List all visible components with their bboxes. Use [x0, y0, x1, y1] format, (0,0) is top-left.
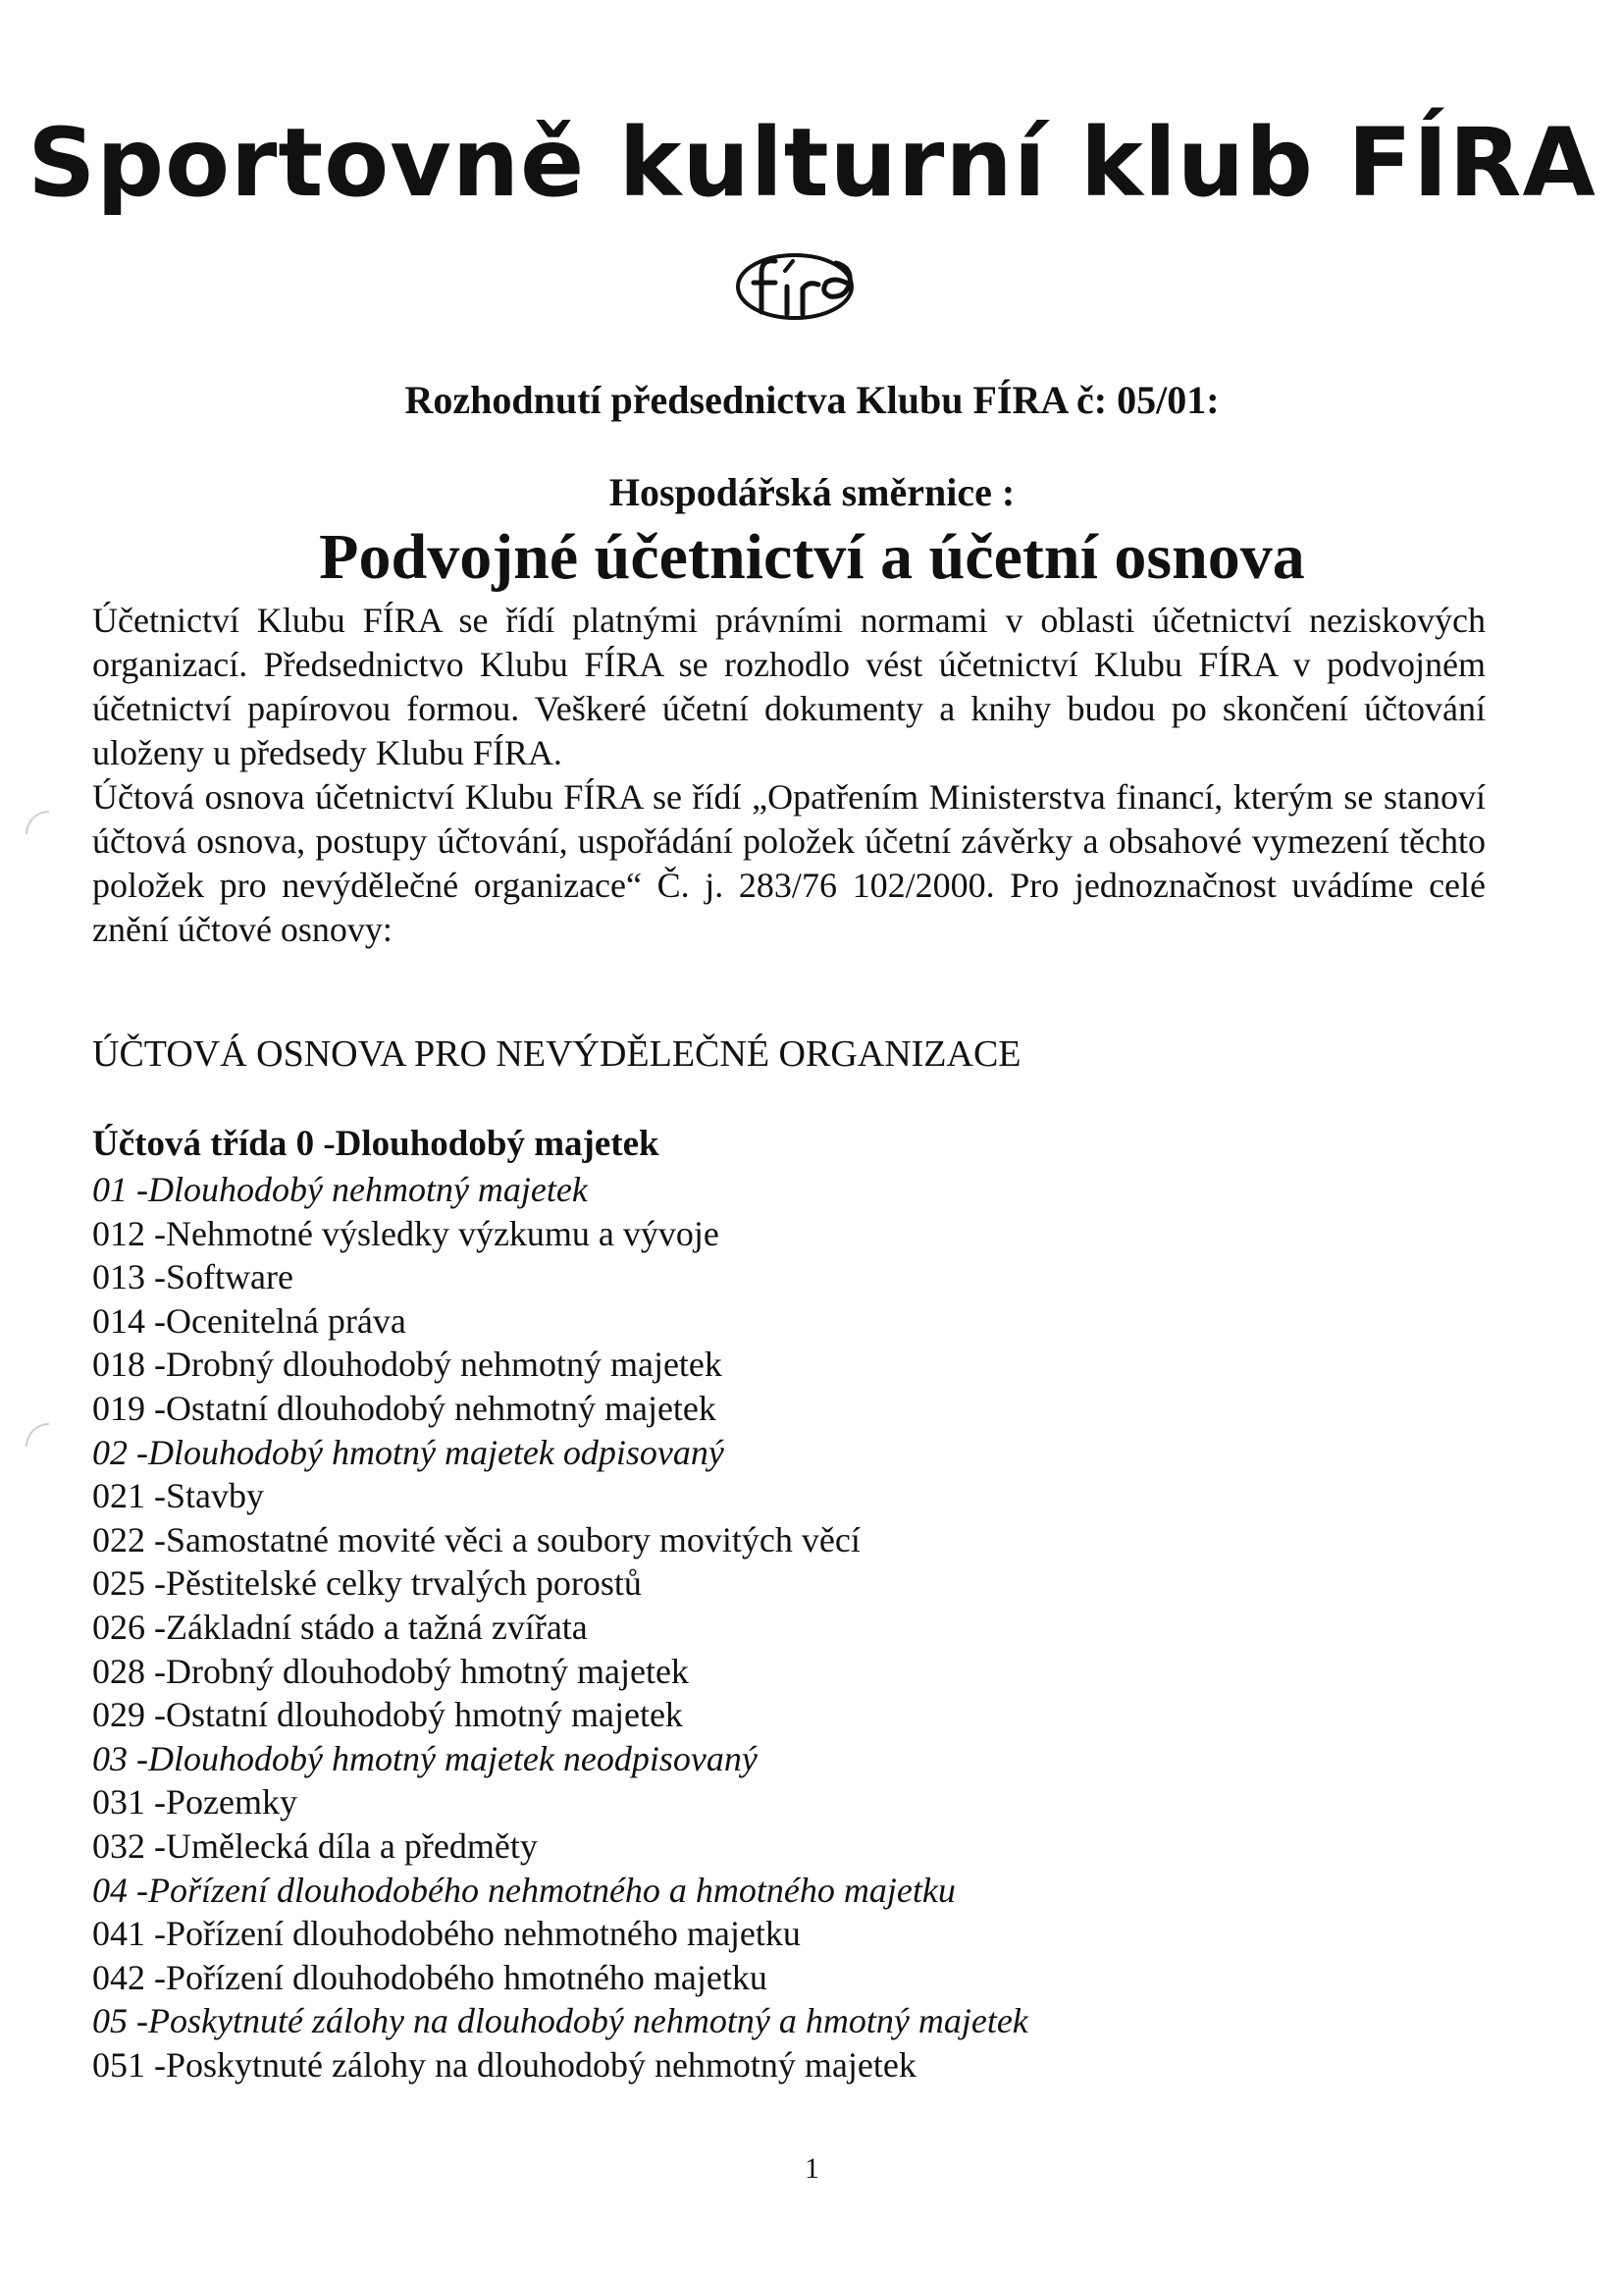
osnova-section-heading: ÚČTOVÁ OSNOVA PRO NEVÝDĚLEČNÉ ORGANIZACE — [92, 1033, 1022, 1075]
account-item: 032 -Umělecká díla a předměty — [92, 1825, 538, 1866]
account-item: 028 -Drobný dlouhodobý hmotný majetek — [92, 1651, 689, 1691]
body-text — [92, 599, 1486, 952]
account-item: 031 -Pozemky — [92, 1782, 297, 1823]
decision-heading: Rozhodnutí předsednictva Klubu FÍRA č: 05/01: — [404, 378, 1220, 422]
scan-artifact-icon — [26, 811, 49, 834]
account-item: 014 -Ocenitelná práva — [92, 1300, 406, 1341]
directive-label: Hospodářská směrnice : — [608, 470, 1016, 514]
account-item: 026 -Základní stádo a tažná zvířata — [92, 1607, 588, 1647]
account-group: 03 -Dlouhodobý hmotný majetek neodpisovaný — [92, 1738, 758, 1778]
account-item: 012 -Nehmotné výsledky výzkumu a vývoje — [92, 1213, 719, 1253]
club-title: Sportovně kulturní klub FÍRA — [27, 108, 1597, 218]
paragraph-chart-of-accounts: Účtová osnova účetnictví Klubu FÍRA se řídí „Opatřením Ministerstva financí, kterým se stanoví účtová osnova, postupy účtování, uspořádání položek účetní závěrky a obsahové vymezení těchto položek pro nevýdělečné organizace“ Č. j. 283/76 102/2000. Pro jednoznačnost uvádíme celé znění účtové osnovy: — [92, 777, 1486, 949]
directive-title: Podvojné účetnictví a účetní osnova — [319, 521, 1305, 593]
account-item: 041 -Pořízení dlouhodobého nehmotného majetku — [92, 1914, 801, 1954]
account-item: 022 -Samostatné movité věci a soubory movitých věcí — [92, 1519, 861, 1559]
page-number: 1 — [805, 2152, 819, 2185]
account-item: 029 -Ostatní dlouhodobý hmotný majetek — [92, 1695, 683, 1735]
account-item: 018 -Drobný dlouhodobý nehmotný majetek — [92, 1345, 722, 1385]
fira-logo-icon — [732, 243, 862, 328]
account-item: 013 -Software — [92, 1257, 293, 1297]
account-class-heading: Účtová třída 0 -Dlouhodobý majetek — [92, 1124, 659, 1164]
account-group: 04 -Pořízení dlouhodobého nehmotného a hmotného majetku — [92, 1870, 956, 1910]
account-item: 019 -Ostatní dlouhodobý nehmotný majetek — [92, 1388, 716, 1428]
account-item: 042 -Pořízení dlouhodobého hmotného majetku — [92, 1957, 767, 1997]
paragraph-accounting: Účetnictví Klubu FÍRA se řídí platnými právními normami v oblasti účetnictví neziskových organizací. Předsednictvo Klubu FÍRA se rozhodlo vést účetnictví Klubu FÍRA v podvojném účetnictví papírovou formou. Veškeré účetní dokumenty a knihy budou po skončení účtování uloženy u předsedy Klubu FÍRA. — [92, 601, 1486, 772]
account-item: 021 -Stavby — [92, 1476, 264, 1516]
account-group: 01 -Dlouhodobý nehmotný majetek — [92, 1170, 588, 1209]
scan-artifact-icon — [26, 1423, 49, 1447]
account-item: 051 -Poskytnuté zálohy na dlouhodobý nehmotný majetek — [92, 2044, 917, 2085]
account-item: 025 -Pěstitelské celky trvalých porostů — [92, 1563, 642, 1604]
account-group: 05 -Poskytnuté zálohy na dlouhodobý nehmotný a hmotný majetek — [92, 2001, 1028, 2041]
account-group: 02 -Dlouhodobý hmotný majetek odpisovaný — [92, 1432, 724, 1472]
account-list — [92, 1168, 1028, 2087]
